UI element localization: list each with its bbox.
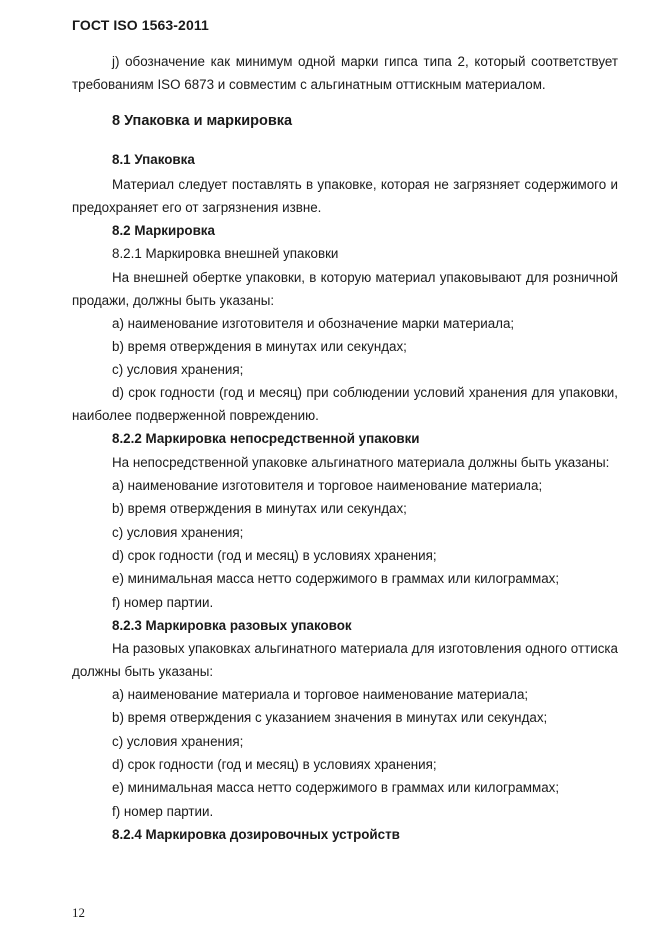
list-item: e) минимальная масса нетто содержимого в граммах или килограммах; [112,571,560,587]
list-item: f) номер партии. [112,803,214,819]
list-item: b) время отверждения с указанием значения в минутах или секундах; [112,710,548,726]
section-8-1-text: Материал следует поставлять в упаковке, которая не загрязняет содержимого и предохраняет его от загрязнения извне. [72,177,618,215]
section-8-2-3-intro: На разовых упаковках альгинатного материала для изготовления одного оттиска должны быть указаны: [72,641,618,680]
list-item: c) условия хранения; [112,733,244,749]
section-8-2-3-heading: 8.2.3 Маркировка разовых упаковок [112,617,352,633]
list-item: d) срок годности (год и месяц) в условиях хранения; [112,547,437,563]
list-item: b) время отверждения в минутах или секундах; [112,338,407,354]
list-item: e) минимальная масса нетто содержимого в граммах или килограммах; [112,780,560,796]
list-item: a) наименование материала и торговое наименование материала; [112,687,529,703]
section-8-2-1-intro: На внешней обертке упаковки, в которую материал упаковывают для розничной продажи, должны быть указаны: [72,269,618,308]
section-8-1-heading: 8.1 Упаковка [112,152,195,167]
section-8-2-heading: 8.2 Маркировка [112,223,215,238]
page-content [72,50,618,846]
section-8-2-2-intro: На непосредственной упаковке альгинатного материала должны быть указаны: [112,454,610,470]
list-item: c) условия хранения; [112,524,244,540]
list-item: a) наименование изготовителя и торговое наименование материала; [112,478,543,494]
section-8-heading: 8 Упаковка и маркировка [112,113,293,129]
list-item: f) номер партии. [112,594,214,610]
list-item: d) срок годности (год и месяц) в условиях хранения; [112,757,437,773]
section-8-2-4-heading: 8.2.4 Маркировка дозировочных устройств [112,826,400,842]
page-number: 12 [72,905,85,920]
list-item: b) время отверждения в минутах или секундах; [112,501,407,517]
list-item: a) наименование изготовителя и обозначение марки материала; [112,315,515,331]
section-8-2-2-heading: 8.2.2 Маркировка непосредственной упаковки [112,431,420,447]
item-j-paragraph: j) обозначение как минимум одной марки гипса типа 2, который соответствует требованиям ISO 6873 и совместим с альгинатным оттискным материалом. [72,54,618,92]
list-item: d) срок годности (год и месяц) при соблюдении условий хранения для упаковки, наиболее подверженной повреждению. [72,385,618,424]
section-8-2-1-heading: 8.2.1 Маркировка внешней упаковки [112,246,339,262]
standard-header: ГОСТ ISO 1563-2011 [72,17,209,33]
list-item: c) условия хранения; [112,362,244,378]
